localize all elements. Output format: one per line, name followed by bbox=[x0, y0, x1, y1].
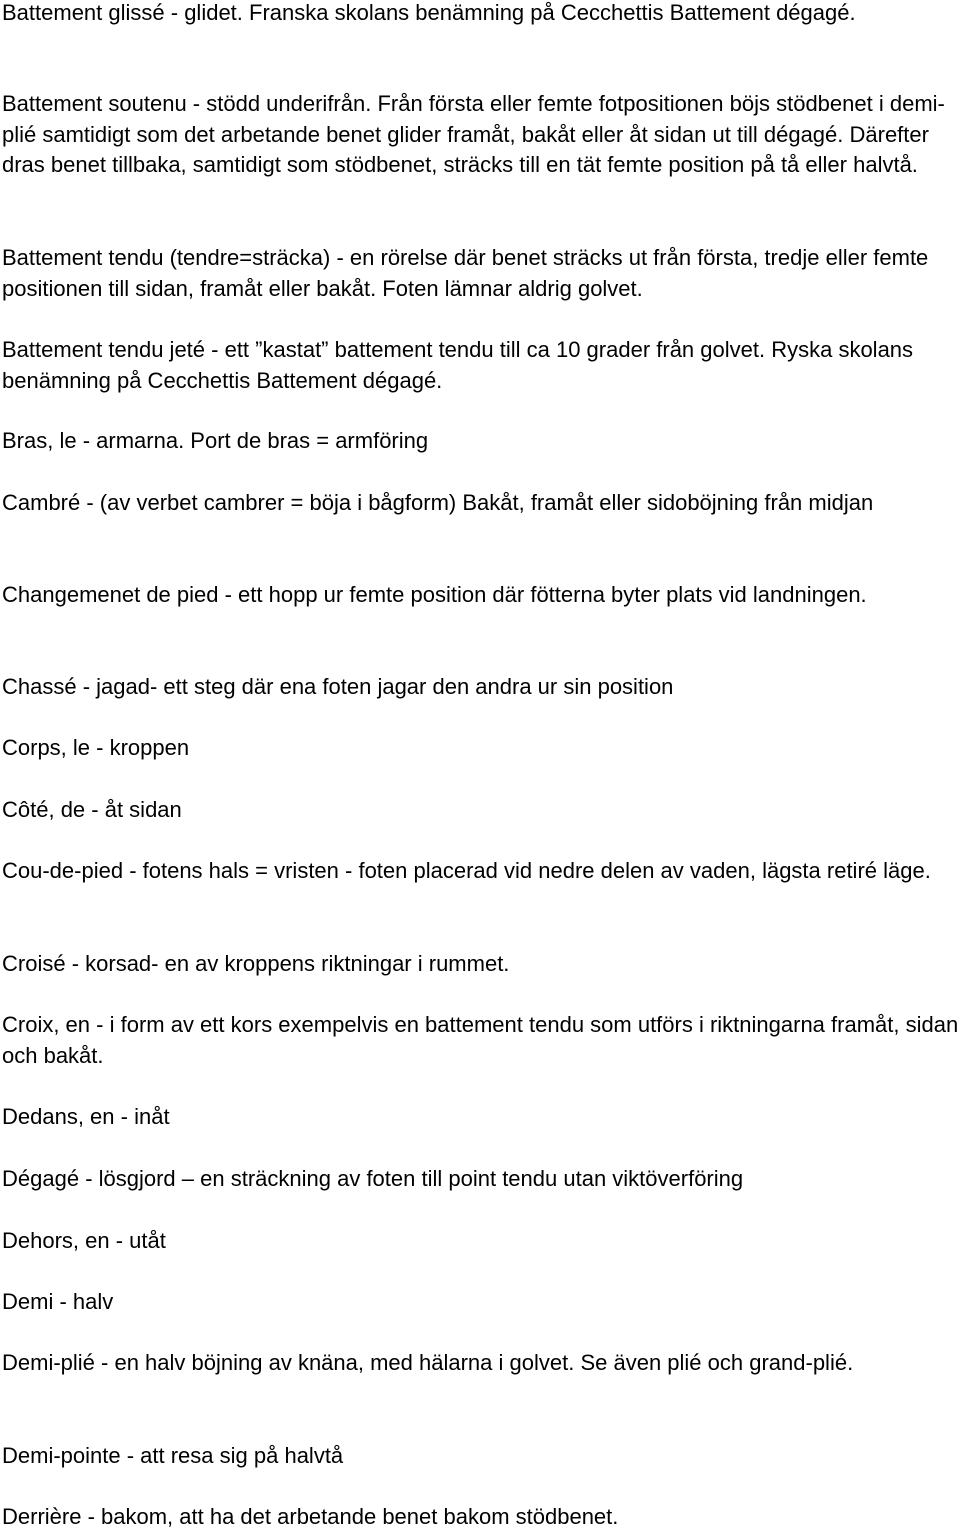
glossary-term: Demi-plié bbox=[2, 1350, 95, 1375]
glossary-term: Battement glissé bbox=[2, 0, 165, 25]
glossary-term: Battement tendu bbox=[2, 245, 164, 270]
glossary-definition: - i form av ett kors exempelvis en battement tendu som utförs i riktningarna framåt, sidan och bakåt. bbox=[2, 1012, 959, 1068]
glossary-definition: - åt sidan bbox=[85, 797, 182, 822]
glossary-entry-degage bbox=[2, 1164, 960, 1195]
glossary-term: Battement soutenu bbox=[2, 91, 187, 116]
glossary-term: Côté, de bbox=[2, 797, 86, 822]
glossary-term: Demi bbox=[2, 1289, 54, 1314]
glossary-entry-cou-de-pied bbox=[2, 856, 960, 887]
glossary-entry-bras bbox=[2, 426, 960, 457]
glossary-term: Changemenet de pied bbox=[2, 582, 219, 607]
glossary-term: Cou-de-pied bbox=[2, 858, 124, 883]
glossary-entry-croise bbox=[2, 949, 960, 980]
glossary-definition: - fotens hals = vristen - foten placerad vid nedre delen av vaden, lägsta retiré läge. bbox=[123, 858, 931, 883]
glossary-entry-demi-plie bbox=[2, 1348, 960, 1379]
glossary-term: Croix, en bbox=[2, 1012, 91, 1037]
glossary-definition: - utåt bbox=[109, 1228, 166, 1253]
glossary-definition: - ett hopp ur femte position där fötterna byter plats vid landningen. bbox=[218, 582, 867, 607]
glossary-definition: (tendre=sträcka) - en rörelse där benet sträcks ut från första, tredje eller femte positionen till sidan, framåt eller bakåt. Foten lämnar aldrig golvet. bbox=[2, 245, 929, 301]
glossary-entry-croix bbox=[2, 1010, 960, 1071]
glossary-entry-cambre bbox=[2, 488, 960, 519]
glossary-entry-derriere bbox=[2, 1502, 960, 1533]
glossary-entry-corps bbox=[2, 733, 960, 764]
glossary-entry-battement-soutenu bbox=[2, 89, 960, 181]
glossary-entry-chasse bbox=[2, 672, 960, 703]
glossary-definition: - stödd underifrån. Från första eller femte fotpositionen böjs stödbenet i demi-plié samtidigt som det arbetande benet glider framåt, bakåt eller åt sidan ut till dégagé. Därefter dras benet tillbaka, samtidigt som stödbenet, sträcks till en tät femte position på tå eller halvtå. bbox=[2, 91, 945, 177]
glossary-definition: - jagad- ett steg där ena foten jagar den andra ur sin position bbox=[76, 674, 674, 699]
glossary-entry-dehors bbox=[2, 1226, 960, 1257]
glossary-definition: - kroppen bbox=[90, 735, 190, 760]
glossary-entry-cote bbox=[2, 795, 960, 826]
glossary-definition: - att resa sig på halvtå bbox=[120, 1443, 344, 1468]
glossary-entry-changemenet-de-pied bbox=[2, 580, 960, 611]
glossary-entry-demi bbox=[2, 1287, 960, 1318]
glossary-term: Cambré bbox=[2, 490, 81, 515]
glossary-definition: - inåt bbox=[114, 1104, 170, 1129]
glossary-definition: - (av verbet cambrer = böja i bågform) Bakåt, framåt eller sidoböjning från midjan bbox=[80, 490, 874, 515]
glossary-definition: - halv bbox=[53, 1289, 114, 1314]
glossary-term: Dégagé bbox=[2, 1166, 80, 1191]
glossary-entry-battement-tendu-jete bbox=[2, 335, 960, 396]
glossary-entry-battement-glisse bbox=[2, 0, 960, 29]
glossary-term: Derrière bbox=[2, 1504, 82, 1529]
glossary-entry-battement-tendu bbox=[2, 243, 960, 304]
glossary-term: Dedans, en bbox=[2, 1104, 115, 1129]
glossary-term: Dehors, en bbox=[2, 1228, 110, 1253]
glossary-term: Battement tendu jeté bbox=[2, 337, 206, 362]
glossary-term: Corps, le bbox=[2, 735, 91, 760]
glossary-definition: - armarna. Port de bras = armföring bbox=[76, 428, 429, 453]
glossary-term: Demi-pointe bbox=[2, 1443, 121, 1468]
glossary-entry-dedans bbox=[2, 1102, 960, 1133]
glossary-term: Croisé bbox=[2, 951, 66, 976]
glossary-term: Chassé bbox=[2, 674, 77, 699]
glossary-entry-demi-pointe bbox=[2, 1441, 960, 1472]
glossary-definition: - en halv böjning av knäna, med hälarna i golvet. Se även plié och grand-plié. bbox=[94, 1350, 854, 1375]
glossary-definition: - bakom, att ha det arbetande benet bakom stödbenet. bbox=[81, 1504, 619, 1529]
glossary-term: Bras, le bbox=[2, 428, 77, 453]
glossary-definition: - glidet. Franska skolans benämning på Cecchettis Battement dégagé. bbox=[164, 0, 856, 25]
glossary-definition: - ett ”kastat” battement tendu till ca 10 grader från golvet. Ryska skolans benämning på Cecchettis Battement dégagé. bbox=[2, 337, 914, 393]
glossary-definition: - korsad- en av kroppens riktningar i rummet. bbox=[65, 951, 510, 976]
glossary-definition: - lösgjord – en sträckning av foten till point tendu utan viktöverföring bbox=[79, 1166, 744, 1191]
